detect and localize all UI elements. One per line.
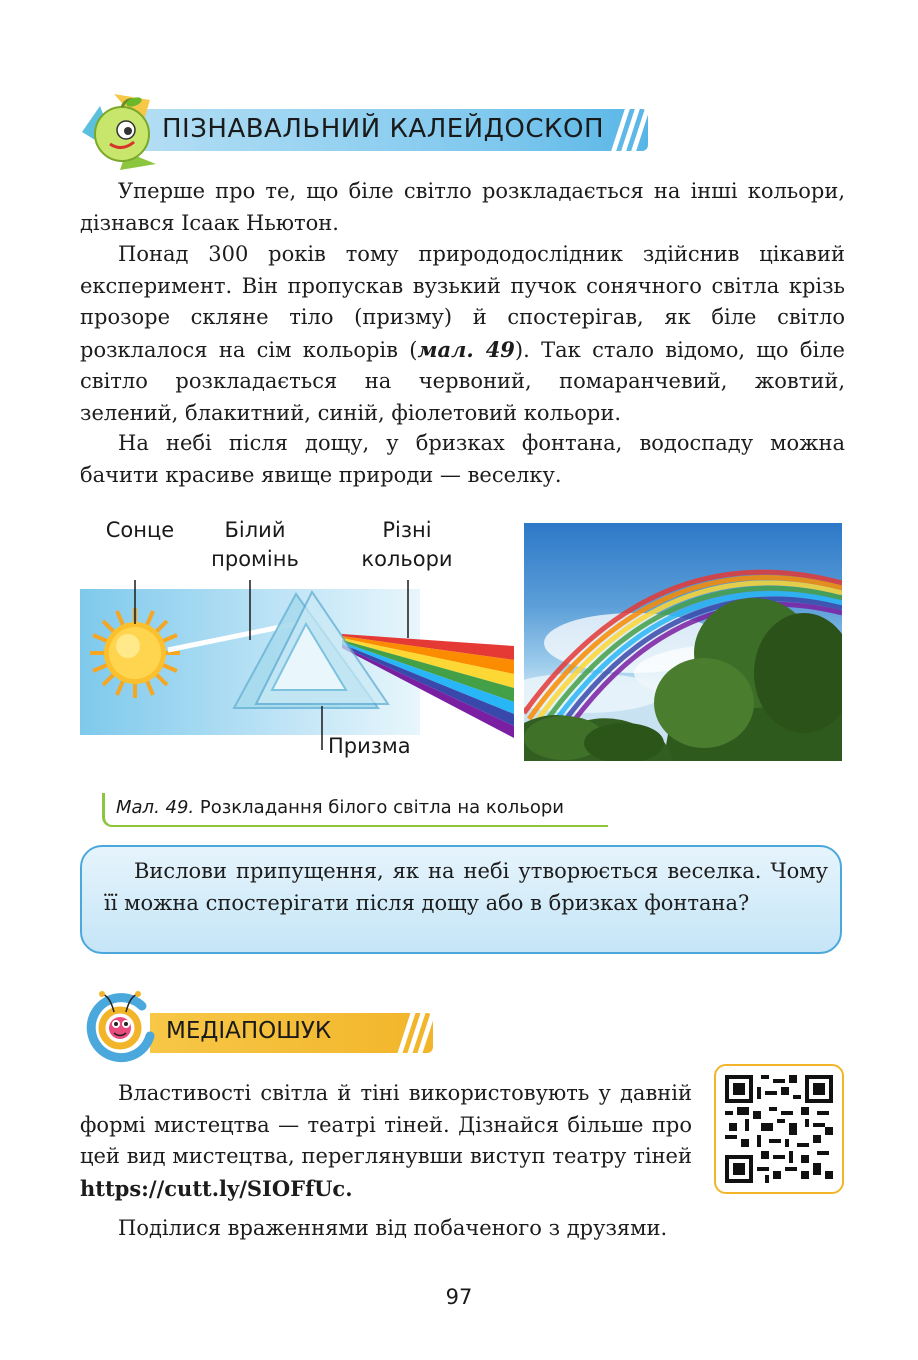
label-white-ray <box>205 516 305 574</box>
header-stripes <box>612 109 652 151</box>
figure-caption <box>116 797 564 818</box>
shadow-theatre-link[interactable]: https://cutt.ly/SIOFfUc <box>80 1175 346 1201</box>
label-white-ray-line2: промінь <box>211 547 299 571</box>
question-content: Вислови припущення, як на небі утворюється веселка. Чому її можна спостерігати після дощу або в бризках фонтана? <box>104 859 828 915</box>
prism-diagram <box>80 580 520 750</box>
paragraph-newton <box>80 176 845 239</box>
paragraph-text: Поділися враженнями від побаченого з друзями. <box>118 1216 668 1240</box>
caption-text: Розкладання білого світла на кольори <box>194 797 564 818</box>
rainbow-photo <box>524 523 842 761</box>
paragraph-media <box>80 1078 692 1205</box>
paragraph-text: Уперше про те, що біле світло розкладається на інші кольори, дізнався Ісаак Ньютон. <box>80 179 845 235</box>
paragraph-text: На небі після дощу, у бризках фонтана, водоспаду можна бачити красиве явище природи — веселку. <box>80 431 845 487</box>
paragraph-experiment <box>80 239 845 429</box>
label-colors <box>355 516 459 574</box>
at-bug-mascot-icon <box>80 986 164 1070</box>
label-sun: Сонце <box>105 518 175 542</box>
apple-mascot-icon <box>80 92 160 172</box>
paragraph-share <box>80 1213 845 1245</box>
label-colors-line2: кольори <box>361 547 453 571</box>
caption-number: Мал. 49. <box>116 797 195 818</box>
paragraph-rainbow <box>80 428 845 491</box>
paragraph-text: Понад 300 років тому природодослідник здійснив цікавий експеримент. Він пропускав вузький пучок сонячного світла крізь прозоре скляне тіло (призму) й спостерігав, як біле світло розклалося на сім кольорів ( <box>80 242 845 362</box>
section-title: МЕДІАПОШУК <box>166 1018 332 1044</box>
link-period: . <box>345 1175 353 1201</box>
page-number: 97 <box>445 1285 473 1309</box>
figure-reference: мал. 49 <box>417 336 515 362</box>
paragraph-text: ). Так стало відомо, що біле світло розкладається на червоний, помаранчевий, жовтий, зелений, блакитний, синій, фіолетовий кольори. <box>80 337 845 425</box>
label-white-ray-line1: Білий <box>224 518 286 542</box>
label-prism: Призма <box>328 734 411 758</box>
qr-code-icon <box>725 1075 833 1183</box>
label-colors-line1: Різні <box>382 518 432 542</box>
question-text <box>104 856 828 919</box>
section-title: ПІЗНАВАЛЬНИЙ КАЛЕЙДОСКОП <box>162 114 605 144</box>
header-stripes <box>398 1013 434 1053</box>
paragraph-text: Властивості світла й тіні використовують у давній формі мистецтва — театрі тіней. Дізнайся більше про цей вид мистецтва, переглянувши виступ театру тіней <box>80 1081 692 1168</box>
rainbow-photo-illustration <box>524 523 842 761</box>
qr-code[interactable] <box>714 1064 844 1194</box>
